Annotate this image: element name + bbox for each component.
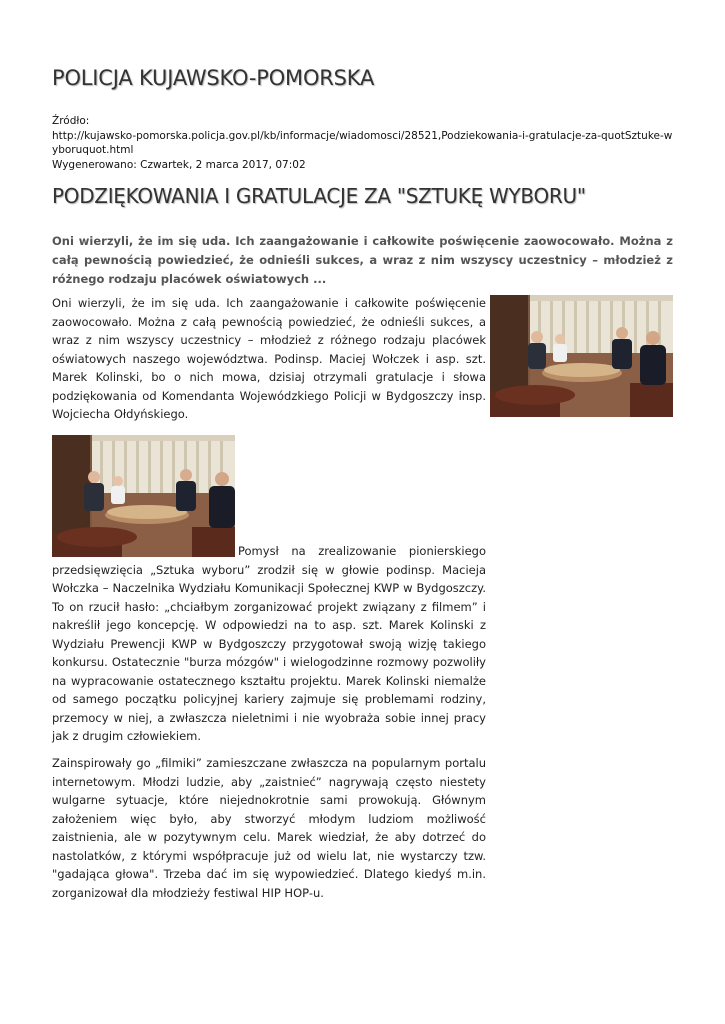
source-meta	[52, 114, 674, 172]
generated-date: Wygenerowano: Czwartek, 2 marca 2017, 07:02	[52, 158, 306, 171]
article-paragraph-2-text: Pomysł na zrealizowanie pionierskiego przedsięwzięcia „Sztuka wyboru” zrodził się w głowie podinsp. Macieja Wołczka – Naczelnika Wydziału Komunikacji Społecznej KWP w Bydgoszczy. To on rzucił hasło: „chciałbym zorganizować projekt związany z filmem” i nakreślił jego koncepcję. W odpowiedzi na to asp. szt. Marek Kolinski z Wydziału Prewencji KWP w Bydgoszczy przygotował swoją wizję takiego konkursu. Ostatecznie "burza mózgów" i wielogodzinne rozmowy pozwoliły na wypracowanie ostatecznego kształtu projektu. Marek Kolinski niemalże od samego początku policyjnej kariery zajmuje się problemami rodziny, przemocy w niej, a zwłaszcza nieletnimi i nie wyobraża sobie innej pracy jak z drugim człowiekiem.	[52, 544, 486, 743]
article-paragraph-3: Zainspirowały go „filmiki” zamieszczane zwłaszcza na popularnym portalu internetowym. Młodzi ludzie, aby „zaistnieć” nagrywają często niestety wulgarne sytuacje, które niejednokrotnie sami prowokują. Głównym założeniem więc było, aby stworzyć młodym ludziom możliwość zaistnienia, ale w pozytywnym celu. Marek wiedział, że aby dotrzeć do nastolatków, z którymi współpracuje już od wielu lat, nie wystarczy tzw. "gadająca głowa". Trzeba dać im się wypowiedzieć. Dlatego kiedyś m.in. zorganizował dla młodzieży festiwal HIP HOP-u.	[52, 756, 486, 900]
article-lead: Oni wierzyli, że im się uda. Ich zaangażowanie i całkowite poświęcenie zaowocowało. Można z całą pewnością powiedzieć, że odnieśli sukces, a wraz z nim wszyscy uczestnicy – młodzież z różnego rodzaju placówek oświatowych ...	[52, 234, 673, 286]
meeting-photo-1	[490, 295, 673, 417]
article-title: PODZIĘKOWANIA I GRATULACJE ZA "SZTUKĘ WYBORU"	[52, 184, 586, 208]
source-label: Źródło:	[52, 115, 90, 127]
meeting-photo-2	[52, 435, 235, 557]
photo-indent	[52, 554, 238, 555]
source-url: http://kujawsko-pomorska.policja.gov.pl/kb/informacje/wiadomosci/28521,Podziekowania-i-gratulacje-za-quotSztuke-wyboruquot.html	[52, 129, 673, 156]
article-paragraph-1: Oni wierzyli, że im się uda. Ich zaangażowanie i całkowite poświęcenie zaowocowało. Można z całą pewnością powiedzieć, że odnieśli sukces, a wraz z nim wszyscy uczestnicy – młodzież z różnego rodzaju placówek oświatowych naszego województwa. Podinsp. Maciej Wołczek i asp. szt. Marek Kolinski, bo o nich mowa, dzisiaj otrzymali gratulacje i słowa podziękowania od Komendanta Wojewódzkiego Policji w Bydgoszczy insp. Wojciecha Ołdyńskiego.	[52, 296, 486, 421]
site-title: POLICJA KUJAWSKO-POMORSKA	[52, 66, 375, 90]
article-paragraph-2	[52, 542, 486, 746]
